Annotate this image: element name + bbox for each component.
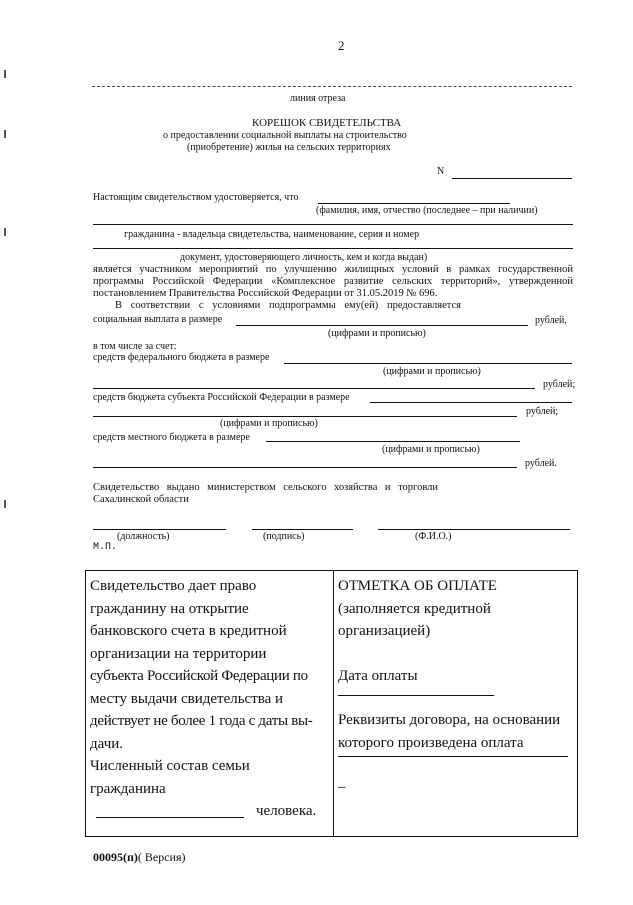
footer-code: [93, 850, 186, 865]
payment-mark-note: (заполняется кредитной: [338, 600, 491, 617]
number-field[interactable]: [452, 178, 572, 179]
subject-label: средств бюджета субъекта Российской Федерации в размере: [93, 392, 350, 403]
family-size-label: Численный состав семьи: [90, 758, 250, 774]
position-hint: (должность): [117, 531, 170, 542]
footer-code-bold: 00095(п): [93, 850, 138, 864]
federal-in-words-hint: (цифрами и прописью): [383, 366, 481, 377]
stamp-place: М.П.: [93, 542, 118, 553]
subtitle-line-2: (приобретение) жилья на сельских территориях: [187, 142, 391, 153]
subject-amount-line-2[interactable]: [93, 416, 517, 417]
contract-label: Реквизиты договора, на основании: [338, 712, 561, 728]
federal-amount-field[interactable]: [284, 363, 572, 364]
rights-line: дачи.: [90, 735, 124, 752]
id-document-field[interactable]: [93, 248, 573, 249]
rights-line: организации на территории: [90, 645, 267, 662]
including-label: в том числе за счет:: [93, 341, 177, 352]
official-name-field[interactable]: [378, 529, 570, 530]
rights-cell: [90, 575, 330, 822]
citizen-hint: гражданина - владельца свидетельства, наименование, серия и номер: [124, 229, 420, 240]
document-title: КОРЕШОК СВИДЕТЕЛЬСТВА: [252, 117, 402, 129]
local-amount-field[interactable]: [266, 441, 520, 442]
signature-hint: (подпись): [263, 531, 305, 542]
local-label: средств местного бюджета в размере: [93, 432, 250, 443]
subject-amount-field[interactable]: [370, 402, 572, 403]
certificate-info-table: [85, 570, 578, 837]
holder-name-field[interactable]: [318, 203, 510, 204]
subject-in-words-hint: (цифрами и прописью): [220, 418, 318, 429]
number-label: N: [437, 166, 445, 177]
cut-line-label: линия отреза: [290, 93, 346, 104]
footer-version: ( Версия): [137, 850, 186, 864]
page-number: 2: [338, 38, 345, 53]
rights-line: месту выдачи свидетельства и: [90, 690, 284, 707]
local-rubles: рублей.: [525, 458, 557, 469]
accordance-line: В соответствии с условиями подпрограммы ему(ей) предоставляется: [115, 300, 461, 311]
federal-amount-line-2[interactable]: [93, 388, 535, 389]
local-in-words-hint: (цифрами и прописью): [382, 444, 480, 455]
payment-in-words-hint: (цифрами и прописью): [328, 328, 426, 339]
subject-rubles: рублей;: [526, 406, 559, 417]
rights-line: банковского счета в кредитной: [90, 623, 287, 639]
payment-date-field[interactable]: [338, 695, 494, 696]
family-size-field[interactable]: [96, 817, 244, 818]
payment-date-label: Дата оплаты: [338, 667, 418, 684]
signature-field[interactable]: [252, 529, 353, 530]
scan-margin-mark: [4, 500, 6, 508]
payment-label: социальная выплата в размере: [93, 314, 223, 325]
contract-field[interactable]: [338, 756, 568, 757]
issued-line-2: Сахалинской области: [93, 494, 189, 505]
holder-name-line-2[interactable]: [93, 224, 573, 225]
payment-amount-field[interactable]: [236, 325, 528, 326]
subtitle-line-1: о предоставлении социальной выплаты на строительство: [163, 130, 407, 141]
scan-margin-mark: [4, 130, 6, 138]
payment-rubles: рублей,: [535, 315, 567, 326]
participant-line-1: является участником мероприятий по улучшению жилищных условий в рамках государственной: [93, 264, 573, 275]
local-amount-line-2[interactable]: [93, 467, 517, 468]
participant-line-3: постановлением Правительства Российской Федерации от 31.05.2019 № 696.: [93, 288, 438, 299]
table-divider: [333, 571, 334, 836]
rights-line: Свидетельство дает право: [90, 578, 257, 594]
document-hint: документ, удостоверяющего личность, кем и когда выдан): [180, 252, 428, 263]
rights-line: субъекта Российской Федерации по: [90, 668, 308, 684]
cut-line: [92, 86, 572, 87]
contract-dash: –: [338, 779, 346, 795]
payment-mark-cell: [338, 575, 574, 799]
contract-label-2: которого произведена оплата: [338, 734, 524, 751]
rights-line: действует не более 1 года с даты вы-: [90, 713, 313, 729]
payment-mark-note: организацией): [338, 623, 431, 639]
persons-word: человека.: [256, 803, 317, 819]
issued-line-1: Свидетельство выдано министерством сельского хозяйства и торговли: [93, 482, 438, 493]
rights-line: гражданину на открытие: [90, 600, 249, 617]
fio-hint: (фамилия, имя, отчество (последнее – при наличии): [316, 205, 538, 216]
payment-mark-title: ОТМЕТКА ОБ ОПЛАТЕ: [338, 578, 497, 594]
federal-label: средств федерального бюджета в размере: [93, 352, 270, 363]
official-name-hint: (Ф.И.О.): [415, 531, 452, 542]
scan-margin-mark: [4, 70, 6, 78]
certify-text: Настоящим свидетельством удостоверяется, что: [93, 192, 299, 203]
federal-rubles: рублей;: [543, 379, 576, 390]
scan-margin-mark: [4, 228, 6, 236]
family-size-row: [90, 800, 330, 822]
participant-line-2: программы Российской Федерации «Комплексное развитие сельских территорий», утвержденной: [93, 276, 573, 287]
position-field[interactable]: [93, 529, 226, 530]
family-size-label-2: гражданина: [90, 780, 166, 797]
